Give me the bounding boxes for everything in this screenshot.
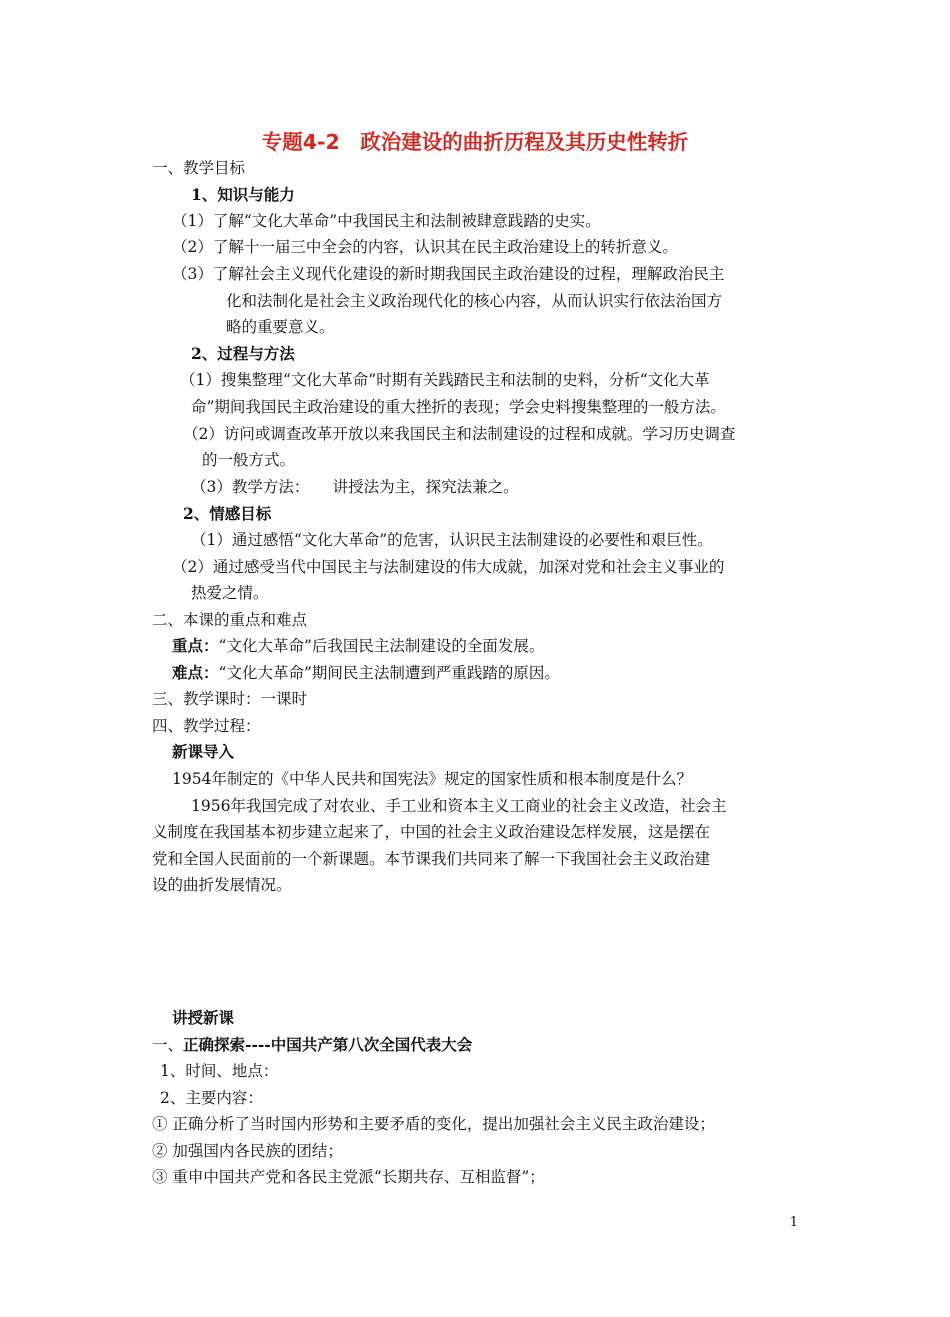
paragraph-item: （1）了解“文化大革命”中我国民主和法制被肆意践踏的史实。 xyxy=(172,212,601,230)
paragraph-intro: 1956年我国完成了对农业、手工业和资本主义工商业的社会主义改造，社会主 xyxy=(191,797,727,815)
paragraph-question: 1954年制定的《中华人民共和国宪法》规定的国家性质和根本制度是什么？ xyxy=(172,770,692,788)
difficulty-label: 难点： xyxy=(172,663,219,682)
section-class-hours: 三、教学课时：一课时 xyxy=(152,690,308,708)
paragraph-item: （3）教学方法： 讲授法为主，探究法兼之。 xyxy=(191,478,519,496)
list-item: 1、时间、地点： xyxy=(160,1062,279,1080)
heading-prefix: 一、 xyxy=(152,1036,184,1054)
difficulty-row xyxy=(172,663,560,683)
heading-text: 正确探索----中国共产第八次全国代表大会 xyxy=(183,1035,473,1054)
page-number: 1 xyxy=(789,1215,798,1230)
paragraph-item: （1）通过感悟“文化大革命”的危害，认识民主法制建设的必要性和艰巨性。 xyxy=(191,531,713,549)
heading-correct-exploration xyxy=(152,1035,472,1055)
paragraph-intro: 义制度在我国基本初步建立起来了，中国的社会主义政治建设怎样发展，这是摆在 xyxy=(152,823,711,841)
paragraph-item: （2）访问或调查改革开放以来我国民主和法制建设的过程和成就。学习历史调查 xyxy=(183,425,736,443)
list-item: 2、主要内容： xyxy=(160,1089,263,1107)
key-point-label: 重点： xyxy=(172,636,219,655)
document-title: 专题4-2 政治建设的曲折历程及其历史性转折 xyxy=(261,130,689,154)
paragraph-item: （2）通过感受当代中国民主与法制建设的伟大成就，加深对党和社会主义事业的 xyxy=(172,558,725,576)
paragraph-continuation: 命”期间我国民主政治建设的重大挫折的表现；学会史料搜集整理的一般方法。 xyxy=(191,398,726,416)
paragraph-continuation: 热爱之情。 xyxy=(191,584,269,602)
paragraph-continuation: 化和法制化是社会主义政治现代化的核心内容，从而认识实行依法治国方 xyxy=(226,292,723,310)
subsection-emotion-goals: 2、情感目标 xyxy=(183,504,272,523)
paragraph-continuation: 略的重要意义。 xyxy=(226,318,335,336)
paragraph-intro: 设的曲折发展情况。 xyxy=(152,876,292,894)
subsection-new-lesson: 讲授新课 xyxy=(172,1008,235,1027)
paragraph-item: （1）搜集整理“文化大革命”时期有关践踏民主和法制的史料，分析“文化大革 xyxy=(180,371,710,389)
key-point-text: “文化大革命”后我国民主法制建设的全面发展。 xyxy=(218,637,545,655)
list-item: ① 正确分析了当时国内形势和主要矛盾的变化，提出加强社会主义民主政治建设； xyxy=(152,1115,715,1133)
list-item: ② 加强国内各民族的团结； xyxy=(152,1142,343,1160)
section-teaching-process: 四、教学过程： xyxy=(152,717,261,735)
paragraph-item: （2）了解十一届三中全会的内容，认识其在民主政治建设上的转折意义。 xyxy=(172,238,678,256)
paragraph-intro: 党和全国人民面前的一个新课题。本节课我们共同来了解一下我国社会主义政治建 xyxy=(152,850,711,868)
paragraph-continuation: 的一般方式。 xyxy=(202,451,296,469)
subsection-intro: 新课导入 xyxy=(172,742,235,761)
subsection-process-method: 2、过程与方法 xyxy=(191,344,295,363)
difficulty-text: “文化大革命”期间民主法制遭到严重践踏的原因。 xyxy=(218,664,560,682)
subsection-knowledge-ability: 1、知识与能力 xyxy=(191,185,295,204)
section-teaching-goals: 一、教学目标 xyxy=(152,159,246,177)
section-key-points: 二、本课的重点和难点 xyxy=(152,611,308,629)
key-point-row xyxy=(172,636,544,656)
paragraph-item: （3）了解社会主义现代化建设的新时期我国民主政治建设的过程，理解政治民主 xyxy=(172,265,725,283)
list-item: ③ 重申中国共产党和各民主党派“长期共存、互相监督”； xyxy=(152,1168,545,1186)
